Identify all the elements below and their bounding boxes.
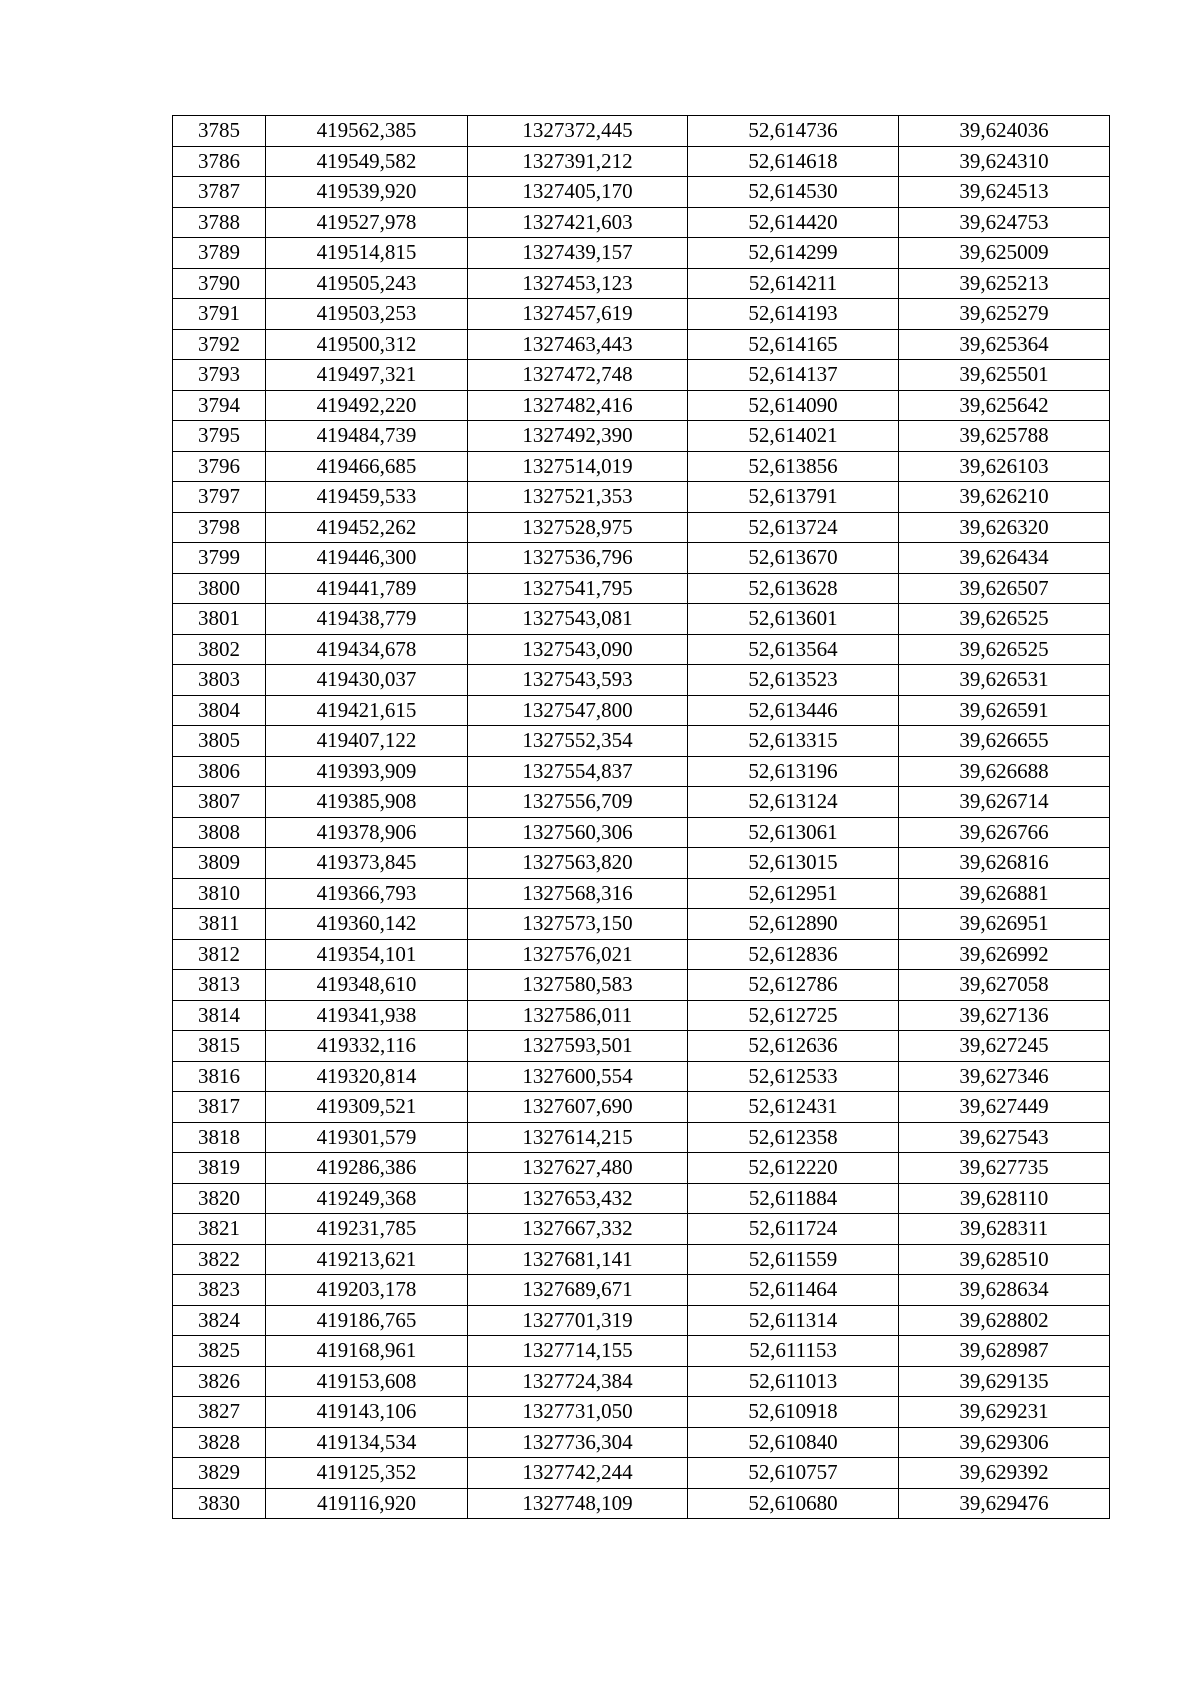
y-coordinate-cell: 1327492,390 — [468, 421, 688, 452]
x-coordinate-cell: 419441,789 — [266, 573, 468, 604]
latitude-cell: 52,614021 — [688, 421, 899, 452]
longitude-cell: 39,625213 — [899, 268, 1110, 299]
y-coordinate-cell: 1327514,019 — [468, 451, 688, 482]
longitude-cell: 39,627449 — [899, 1092, 1110, 1123]
latitude-cell: 52,613670 — [688, 543, 899, 574]
point-number-cell: 3796 — [173, 451, 266, 482]
point-number-cell: 3829 — [173, 1458, 266, 1489]
table-row — [173, 573, 1110, 604]
y-coordinate-cell: 1327667,332 — [468, 1214, 688, 1245]
y-coordinate-cell: 1327614,215 — [468, 1122, 688, 1153]
y-coordinate-cell: 1327714,155 — [468, 1336, 688, 1367]
longitude-cell: 39,626434 — [899, 543, 1110, 574]
x-coordinate-cell: 419430,037 — [266, 665, 468, 696]
latitude-cell: 52,612636 — [688, 1031, 899, 1062]
table-row — [173, 756, 1110, 787]
table-row — [173, 726, 1110, 757]
table-row — [173, 268, 1110, 299]
point-number-cell: 3791 — [173, 299, 266, 330]
point-number-cell: 3803 — [173, 665, 266, 696]
table-row — [173, 848, 1110, 879]
longitude-cell: 39,626103 — [899, 451, 1110, 482]
latitude-cell: 52,611464 — [688, 1275, 899, 1306]
latitude-cell: 52,612951 — [688, 878, 899, 909]
point-number-cell: 3792 — [173, 329, 266, 360]
latitude-cell: 52,613315 — [688, 726, 899, 757]
latitude-cell: 52,614618 — [688, 146, 899, 177]
y-coordinate-cell: 1327681,141 — [468, 1244, 688, 1275]
x-coordinate-cell: 419562,385 — [266, 116, 468, 147]
point-number-cell: 3787 — [173, 177, 266, 208]
y-coordinate-cell: 1327536,796 — [468, 543, 688, 574]
point-number-cell: 3798 — [173, 512, 266, 543]
y-coordinate-cell: 1327541,795 — [468, 573, 688, 604]
x-coordinate-cell: 419125,352 — [266, 1458, 468, 1489]
point-number-cell: 3807 — [173, 787, 266, 818]
x-coordinate-cell: 419168,961 — [266, 1336, 468, 1367]
x-coordinate-cell: 419360,142 — [266, 909, 468, 940]
y-coordinate-cell: 1327547,800 — [468, 695, 688, 726]
latitude-cell: 52,613564 — [688, 634, 899, 665]
longitude-cell: 39,628110 — [899, 1183, 1110, 1214]
y-coordinate-cell: 1327472,748 — [468, 360, 688, 391]
table-row — [173, 817, 1110, 848]
table-row — [173, 1122, 1110, 1153]
latitude-cell: 52,614211 — [688, 268, 899, 299]
latitude-cell: 52,613446 — [688, 695, 899, 726]
x-coordinate-cell: 419492,220 — [266, 390, 468, 421]
table-row — [173, 421, 1110, 452]
point-number-cell: 3799 — [173, 543, 266, 574]
point-number-cell: 3822 — [173, 1244, 266, 1275]
x-coordinate-cell: 419143,106 — [266, 1397, 468, 1428]
longitude-cell: 39,626714 — [899, 787, 1110, 818]
y-coordinate-cell: 1327736,304 — [468, 1427, 688, 1458]
latitude-cell: 52,612890 — [688, 909, 899, 940]
point-number-cell: 3786 — [173, 146, 266, 177]
table-row — [173, 1000, 1110, 1031]
table-row — [173, 543, 1110, 574]
longitude-cell: 39,629135 — [899, 1366, 1110, 1397]
y-coordinate-cell: 1327457,619 — [468, 299, 688, 330]
longitude-cell: 39,628510 — [899, 1244, 1110, 1275]
longitude-cell: 39,629392 — [899, 1458, 1110, 1489]
table-row — [173, 1275, 1110, 1306]
x-coordinate-cell: 419393,909 — [266, 756, 468, 787]
longitude-cell: 39,627058 — [899, 970, 1110, 1001]
y-coordinate-cell: 1327560,306 — [468, 817, 688, 848]
point-number-cell: 3817 — [173, 1092, 266, 1123]
x-coordinate-cell: 419249,368 — [266, 1183, 468, 1214]
table-row — [173, 177, 1110, 208]
table-row — [173, 1336, 1110, 1367]
y-coordinate-cell: 1327543,090 — [468, 634, 688, 665]
table-row — [173, 1031, 1110, 1062]
table-row — [173, 1153, 1110, 1184]
x-coordinate-cell: 419332,116 — [266, 1031, 468, 1062]
y-coordinate-cell: 1327724,384 — [468, 1366, 688, 1397]
longitude-cell: 39,629476 — [899, 1488, 1110, 1519]
latitude-cell: 52,613523 — [688, 665, 899, 696]
latitude-cell: 52,610757 — [688, 1458, 899, 1489]
y-coordinate-cell: 1327600,554 — [468, 1061, 688, 1092]
longitude-cell: 39,626992 — [899, 939, 1110, 970]
table-row — [173, 299, 1110, 330]
x-coordinate-cell: 419116,920 — [266, 1488, 468, 1519]
x-coordinate-cell: 419434,678 — [266, 634, 468, 665]
x-coordinate-cell: 419385,908 — [266, 787, 468, 818]
longitude-cell: 39,624310 — [899, 146, 1110, 177]
longitude-cell: 39,628987 — [899, 1336, 1110, 1367]
latitude-cell: 52,612786 — [688, 970, 899, 1001]
latitude-cell: 52,612836 — [688, 939, 899, 970]
table-row — [173, 146, 1110, 177]
y-coordinate-cell: 1327627,480 — [468, 1153, 688, 1184]
x-coordinate-cell: 419320,814 — [266, 1061, 468, 1092]
x-coordinate-cell: 419459,533 — [266, 482, 468, 513]
point-number-cell: 3821 — [173, 1214, 266, 1245]
y-coordinate-cell: 1327689,671 — [468, 1275, 688, 1306]
latitude-cell: 52,611724 — [688, 1214, 899, 1245]
latitude-cell: 52,614736 — [688, 116, 899, 147]
x-coordinate-cell: 419497,321 — [266, 360, 468, 391]
y-coordinate-cell: 1327563,820 — [468, 848, 688, 879]
latitude-cell: 52,614193 — [688, 299, 899, 330]
coordinates-table-body — [173, 116, 1110, 1519]
point-number-cell: 3797 — [173, 482, 266, 513]
y-coordinate-cell: 1327701,319 — [468, 1305, 688, 1336]
point-number-cell: 3808 — [173, 817, 266, 848]
y-coordinate-cell: 1327580,583 — [468, 970, 688, 1001]
table-row — [173, 482, 1110, 513]
x-coordinate-cell: 419484,739 — [266, 421, 468, 452]
table-row — [173, 116, 1110, 147]
longitude-cell: 39,626655 — [899, 726, 1110, 757]
x-coordinate-cell: 419446,300 — [266, 543, 468, 574]
table-row — [173, 604, 1110, 635]
table-row — [173, 1305, 1110, 1336]
point-number-cell: 3801 — [173, 604, 266, 635]
point-number-cell: 3800 — [173, 573, 266, 604]
table-row — [173, 207, 1110, 238]
latitude-cell: 52,613724 — [688, 512, 899, 543]
latitude-cell: 52,611884 — [688, 1183, 899, 1214]
y-coordinate-cell: 1327576,021 — [468, 939, 688, 970]
x-coordinate-cell: 419366,793 — [266, 878, 468, 909]
y-coordinate-cell: 1327586,011 — [468, 1000, 688, 1031]
y-coordinate-cell: 1327573,150 — [468, 909, 688, 940]
y-coordinate-cell: 1327528,975 — [468, 512, 688, 543]
longitude-cell: 39,626320 — [899, 512, 1110, 543]
y-coordinate-cell: 1327453,123 — [468, 268, 688, 299]
point-number-cell: 3810 — [173, 878, 266, 909]
latitude-cell: 52,612431 — [688, 1092, 899, 1123]
longitude-cell: 39,626881 — [899, 878, 1110, 909]
point-number-cell: 3827 — [173, 1397, 266, 1428]
longitude-cell: 39,625009 — [899, 238, 1110, 269]
latitude-cell: 52,614530 — [688, 177, 899, 208]
x-coordinate-cell: 419503,253 — [266, 299, 468, 330]
longitude-cell: 39,624513 — [899, 177, 1110, 208]
table-row — [173, 665, 1110, 696]
latitude-cell: 52,613124 — [688, 787, 899, 818]
latitude-cell: 52,613856 — [688, 451, 899, 482]
point-number-cell: 3819 — [173, 1153, 266, 1184]
latitude-cell: 52,611314 — [688, 1305, 899, 1336]
latitude-cell: 52,613791 — [688, 482, 899, 513]
table-row — [173, 1488, 1110, 1519]
x-coordinate-cell: 419341,938 — [266, 1000, 468, 1031]
y-coordinate-cell: 1327391,212 — [468, 146, 688, 177]
point-number-cell: 3788 — [173, 207, 266, 238]
table-row — [173, 878, 1110, 909]
latitude-cell: 52,614299 — [688, 238, 899, 269]
table-row — [173, 238, 1110, 269]
y-coordinate-cell: 1327568,316 — [468, 878, 688, 909]
x-coordinate-cell: 419186,765 — [266, 1305, 468, 1336]
longitude-cell: 39,627346 — [899, 1061, 1110, 1092]
y-coordinate-cell: 1327593,501 — [468, 1031, 688, 1062]
point-number-cell: 3818 — [173, 1122, 266, 1153]
table-row — [173, 909, 1110, 940]
x-coordinate-cell: 419309,521 — [266, 1092, 468, 1123]
x-coordinate-cell: 419421,615 — [266, 695, 468, 726]
longitude-cell: 39,626766 — [899, 817, 1110, 848]
longitude-cell: 39,628311 — [899, 1214, 1110, 1245]
point-number-cell: 3809 — [173, 848, 266, 879]
point-number-cell: 3785 — [173, 116, 266, 147]
longitude-cell: 39,625364 — [899, 329, 1110, 360]
point-number-cell: 3811 — [173, 909, 266, 940]
table-row — [173, 1397, 1110, 1428]
latitude-cell: 52,612220 — [688, 1153, 899, 1184]
longitude-cell: 39,626507 — [899, 573, 1110, 604]
table-row — [173, 1214, 1110, 1245]
x-coordinate-cell: 419378,906 — [266, 817, 468, 848]
latitude-cell: 52,611013 — [688, 1366, 899, 1397]
table-row — [173, 787, 1110, 818]
point-number-cell: 3790 — [173, 268, 266, 299]
point-number-cell: 3830 — [173, 1488, 266, 1519]
point-number-cell: 3789 — [173, 238, 266, 269]
latitude-cell: 52,614137 — [688, 360, 899, 391]
latitude-cell: 52,610680 — [688, 1488, 899, 1519]
latitude-cell: 52,610918 — [688, 1397, 899, 1428]
table-row — [173, 634, 1110, 665]
longitude-cell: 39,629231 — [899, 1397, 1110, 1428]
x-coordinate-cell: 419527,978 — [266, 207, 468, 238]
point-number-cell: 3820 — [173, 1183, 266, 1214]
y-coordinate-cell: 1327731,050 — [468, 1397, 688, 1428]
y-coordinate-cell: 1327482,416 — [468, 390, 688, 421]
longitude-cell: 39,626951 — [899, 909, 1110, 940]
table-row — [173, 390, 1110, 421]
y-coordinate-cell: 1327554,837 — [468, 756, 688, 787]
table-row — [173, 1458, 1110, 1489]
longitude-cell: 39,626525 — [899, 604, 1110, 635]
longitude-cell: 39,626591 — [899, 695, 1110, 726]
table-row — [173, 329, 1110, 360]
y-coordinate-cell: 1327405,170 — [468, 177, 688, 208]
table-row — [173, 512, 1110, 543]
longitude-cell: 39,626525 — [899, 634, 1110, 665]
y-coordinate-cell: 1327463,443 — [468, 329, 688, 360]
table-row — [173, 1366, 1110, 1397]
latitude-cell: 52,613015 — [688, 848, 899, 879]
latitude-cell: 52,611153 — [688, 1336, 899, 1367]
y-coordinate-cell: 1327543,593 — [468, 665, 688, 696]
longitude-cell: 39,628802 — [899, 1305, 1110, 1336]
latitude-cell: 52,613196 — [688, 756, 899, 787]
table-row — [173, 1244, 1110, 1275]
longitude-cell: 39,624753 — [899, 207, 1110, 238]
point-number-cell: 3824 — [173, 1305, 266, 1336]
longitude-cell: 39,626688 — [899, 756, 1110, 787]
point-number-cell: 3825 — [173, 1336, 266, 1367]
point-number-cell: 3806 — [173, 756, 266, 787]
y-coordinate-cell: 1327748,109 — [468, 1488, 688, 1519]
longitude-cell: 39,625642 — [899, 390, 1110, 421]
y-coordinate-cell: 1327521,353 — [468, 482, 688, 513]
table-row — [173, 1427, 1110, 1458]
longitude-cell: 39,626531 — [899, 665, 1110, 696]
latitude-cell: 52,613061 — [688, 817, 899, 848]
x-coordinate-cell: 419348,610 — [266, 970, 468, 1001]
x-coordinate-cell: 419500,312 — [266, 329, 468, 360]
x-coordinate-cell: 419438,779 — [266, 604, 468, 635]
table-row — [173, 451, 1110, 482]
longitude-cell: 39,629306 — [899, 1427, 1110, 1458]
y-coordinate-cell: 1327607,690 — [468, 1092, 688, 1123]
point-number-cell: 3812 — [173, 939, 266, 970]
latitude-cell: 52,610840 — [688, 1427, 899, 1458]
y-coordinate-cell: 1327552,354 — [468, 726, 688, 757]
longitude-cell: 39,626816 — [899, 848, 1110, 879]
point-number-cell: 3805 — [173, 726, 266, 757]
point-number-cell: 3793 — [173, 360, 266, 391]
point-number-cell: 3813 — [173, 970, 266, 1001]
latitude-cell: 52,612725 — [688, 1000, 899, 1031]
longitude-cell: 39,626210 — [899, 482, 1110, 513]
longitude-cell: 39,625788 — [899, 421, 1110, 452]
longitude-cell: 39,624036 — [899, 116, 1110, 147]
longitude-cell: 39,627245 — [899, 1031, 1110, 1062]
y-coordinate-cell: 1327653,432 — [468, 1183, 688, 1214]
point-number-cell: 3815 — [173, 1031, 266, 1062]
point-number-cell: 3802 — [173, 634, 266, 665]
x-coordinate-cell: 419301,579 — [266, 1122, 468, 1153]
longitude-cell: 39,625501 — [899, 360, 1110, 391]
y-coordinate-cell: 1327543,081 — [468, 604, 688, 635]
latitude-cell: 52,611559 — [688, 1244, 899, 1275]
longitude-cell: 39,625279 — [899, 299, 1110, 330]
table-row — [173, 1061, 1110, 1092]
latitude-cell: 52,612533 — [688, 1061, 899, 1092]
latitude-cell: 52,613628 — [688, 573, 899, 604]
y-coordinate-cell: 1327372,445 — [468, 116, 688, 147]
latitude-cell: 52,614420 — [688, 207, 899, 238]
table-row — [173, 360, 1110, 391]
point-number-cell: 3816 — [173, 1061, 266, 1092]
x-coordinate-cell: 419286,386 — [266, 1153, 468, 1184]
point-number-cell: 3804 — [173, 695, 266, 726]
x-coordinate-cell: 419407,122 — [266, 726, 468, 757]
point-number-cell: 3794 — [173, 390, 266, 421]
x-coordinate-cell: 419539,920 — [266, 177, 468, 208]
y-coordinate-cell: 1327439,157 — [468, 238, 688, 269]
x-coordinate-cell: 419134,534 — [266, 1427, 468, 1458]
table-row — [173, 939, 1110, 970]
longitude-cell: 39,627543 — [899, 1122, 1110, 1153]
longitude-cell: 39,628634 — [899, 1275, 1110, 1306]
x-coordinate-cell: 419514,815 — [266, 238, 468, 269]
point-number-cell: 3826 — [173, 1366, 266, 1397]
latitude-cell: 52,612358 — [688, 1122, 899, 1153]
point-number-cell: 3795 — [173, 421, 266, 452]
x-coordinate-cell: 419373,845 — [266, 848, 468, 879]
table-row — [173, 695, 1110, 726]
x-coordinate-cell: 419452,262 — [266, 512, 468, 543]
x-coordinate-cell: 419549,582 — [266, 146, 468, 177]
y-coordinate-cell: 1327556,709 — [468, 787, 688, 818]
y-coordinate-cell: 1327421,603 — [468, 207, 688, 238]
y-coordinate-cell: 1327742,244 — [468, 1458, 688, 1489]
x-coordinate-cell: 419153,608 — [266, 1366, 468, 1397]
latitude-cell: 52,614165 — [688, 329, 899, 360]
longitude-cell: 39,627735 — [899, 1153, 1110, 1184]
x-coordinate-cell: 419354,101 — [266, 939, 468, 970]
latitude-cell: 52,613601 — [688, 604, 899, 635]
table-row — [173, 1183, 1110, 1214]
x-coordinate-cell: 419213,621 — [266, 1244, 468, 1275]
point-number-cell: 3814 — [173, 1000, 266, 1031]
table-row — [173, 1092, 1110, 1123]
point-number-cell: 3823 — [173, 1275, 266, 1306]
x-coordinate-cell: 419203,178 — [266, 1275, 468, 1306]
coordinates-table — [172, 115, 1110, 1519]
x-coordinate-cell: 419231,785 — [266, 1214, 468, 1245]
latitude-cell: 52,614090 — [688, 390, 899, 421]
point-number-cell: 3828 — [173, 1427, 266, 1458]
table-row — [173, 970, 1110, 1001]
x-coordinate-cell: 419505,243 — [266, 268, 468, 299]
longitude-cell: 39,627136 — [899, 1000, 1110, 1031]
x-coordinate-cell: 419466,685 — [266, 451, 468, 482]
